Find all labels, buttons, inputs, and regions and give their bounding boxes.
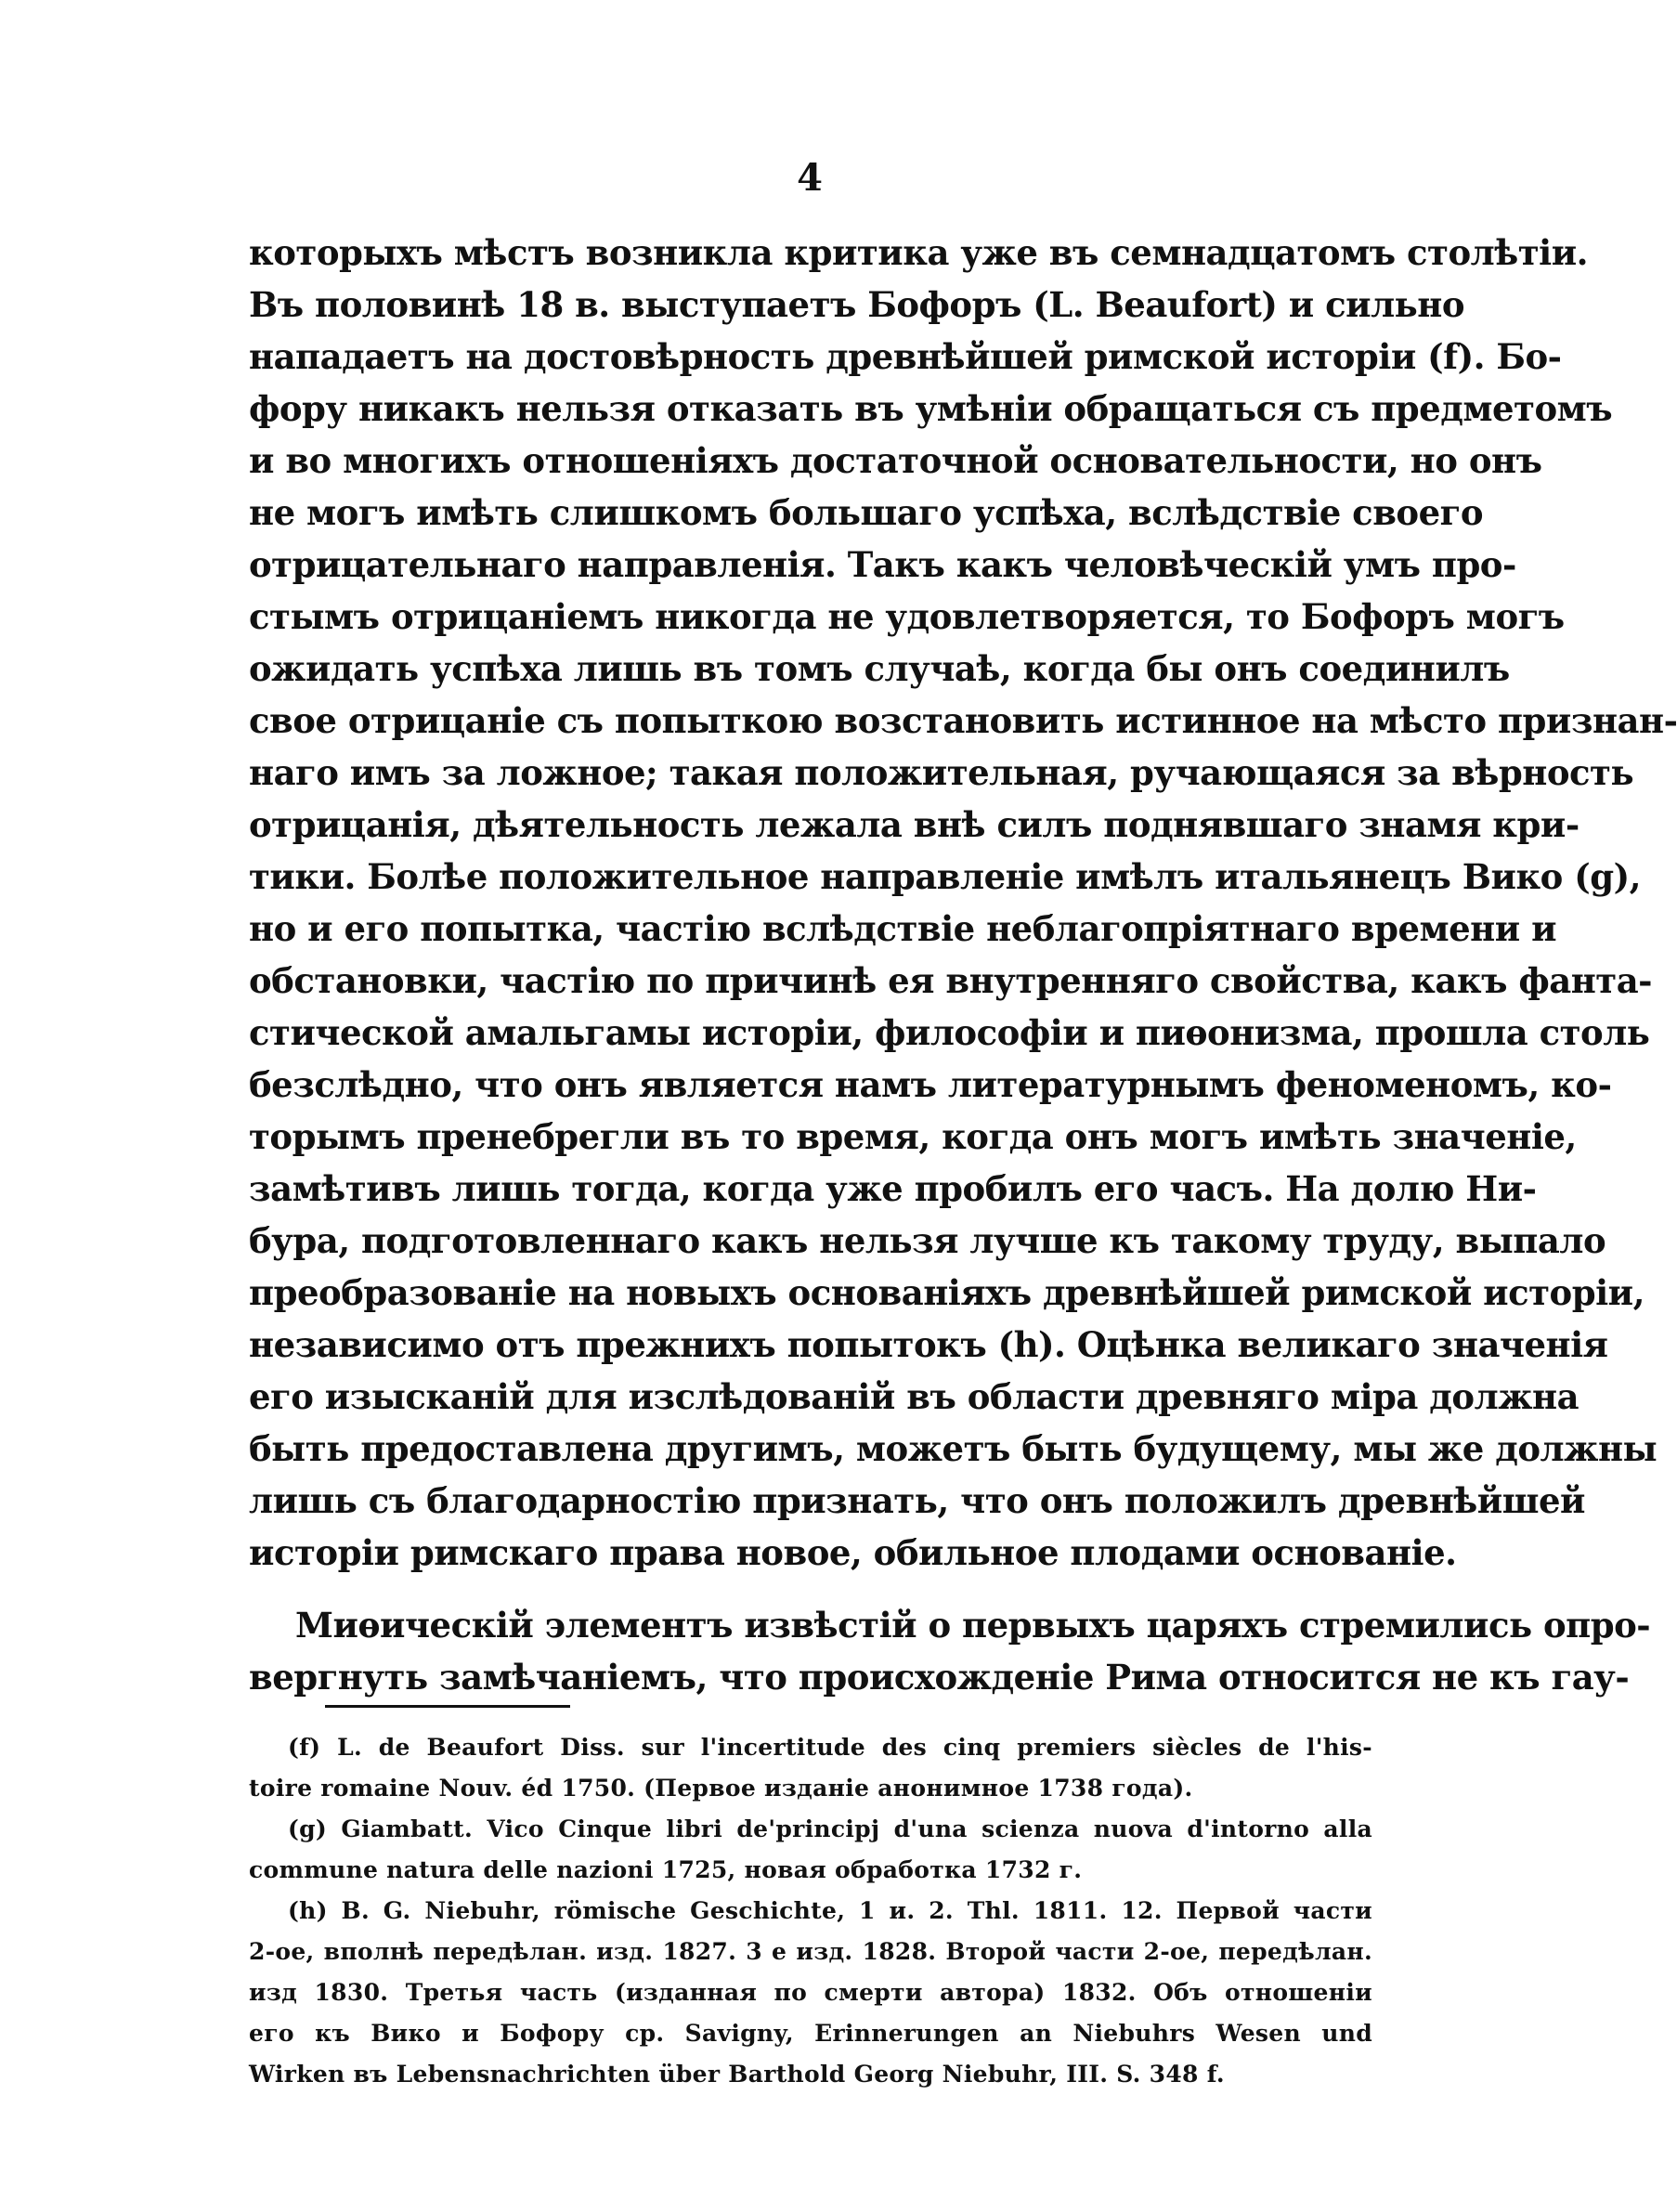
footnote-line: (g) Giambatt. Vico Cinque libri de'principj d'una scienza nuova d'intorno alla [288, 1815, 1372, 1842]
text-line: независимо отъ прежнихъ попытокъ (h). Оцѣнка великаго значенія [249, 1324, 1608, 1365]
footnote-g [249, 1809, 1372, 1891]
text-line: Въ половинѣ 18 в. выступаетъ Бофоръ (L. Beaufort) и сильно [249, 284, 1465, 325]
text-line: безслѣдно, что онъ является намъ литературнымъ феноменомъ, ко- [249, 1064, 1612, 1105]
footnote-line: (h) B. G. Niebuhr, römische Geschichte, 1 и. 2. Thl. 1811. 12. Первой части [288, 1897, 1372, 1924]
text-line: торымъ пренебрегли въ то время, когда онъ могъ имѣть значеніе, [249, 1116, 1577, 1157]
paragraph [249, 1599, 1651, 1703]
footnotes [249, 1727, 1372, 2095]
main-text [249, 227, 1677, 1703]
footnote-line: (f) L. de Beaufort Diss. sur l'incertitude des cinq premiers siècles de l'his- [288, 1734, 1372, 1761]
footnote-f [249, 1727, 1372, 1809]
text-line: вергнуть замѣчаніемъ, что происхожденіе Рима относится не къ гау- [249, 1657, 1630, 1698]
paragraph [249, 227, 1677, 1579]
text-line: замѣтивъ лишь тогда, когда уже пробилъ его часъ. На долю Ни- [249, 1168, 1537, 1209]
text-line: преобразованіе на новыхъ основаніяхъ древнѣйшей римской исторіи, [249, 1272, 1644, 1313]
text-line: отрицанія, дѣятельность лежала внѣ силъ поднявшаго знамя кри- [249, 804, 1580, 845]
text-line: бура, подготовленнаго какъ нельзя лучше къ такому труду, выпало [249, 1220, 1606, 1261]
text-line: обстановки, частію по причинѣ ея внутренняго свойства, какъ фанта- [249, 960, 1653, 1001]
text-line: нападаетъ на достовѣрность древнѣйшей римской исторіи (f). Бо- [249, 336, 1562, 377]
text-line: наго имъ за ложное; такая положительная, ручающаяся за вѣрность [249, 752, 1634, 793]
footnote-line: его къ Вико и Бофору ср. Savigny, Erinnerungen an Niebuhrs Wesen und [249, 2020, 1372, 2047]
text-line: стымъ отрицаніемъ никогда не удовлетворяется, то Бофоръ могъ [249, 596, 1565, 637]
text-line: стической амальгамы исторіи, философіи и пиѳонизма, прошла столь [249, 1012, 1650, 1053]
text-line: лишь съ благодарностію признать, что онъ положилъ древнѣйшей [249, 1480, 1585, 1521]
text-line: но и его попытка, частію вслѣдствіе неблагопріятнаго времени и [249, 908, 1557, 949]
paragraph-gap [249, 1579, 1372, 1599]
footnote-line: commune natura delle nazioni 1725, новая обработка 1732 г. [249, 1856, 1083, 1883]
text-line: которыхъ мѣстъ возникла критика уже въ семнадцатомъ столѣтіи. [249, 232, 1589, 273]
text-line: свое отрицаніе съ попыткою возстановить истинное на мѣсто признан- [249, 700, 1677, 741]
text-line: фору никакъ нельзя отказать въ умѣніи обращаться съ предметомъ [249, 388, 1613, 429]
footnote-h [249, 1891, 1372, 2095]
text-line: исторіи римскаго права новое, обильное плодами основаніе. [249, 1532, 1457, 1573]
footnote-line: изд 1830. Третья часть (изданная по смерти автора) 1832. Объ отношеніи [249, 1979, 1372, 2006]
text-line: быть предоставлена другимъ, можетъ быть будущему, мы же должны [249, 1428, 1658, 1469]
page-number: 4 [797, 156, 823, 200]
footnote-separator [325, 1705, 570, 1708]
footnote-line: toire romaine Nouv. éd 1750. (Первое изданіе анонимное 1738 года). [249, 1775, 1193, 1802]
text-line: тики. Болѣе положительное направленіе имѣлъ итальянецъ Вико (g), [249, 856, 1641, 897]
text-line: не могъ имѣть слишкомъ большаго успѣха, вслѣдствіе своего [249, 492, 1483, 533]
footnote-line: 2-ое, вполнѣ передѣлан. изд. 1827. 3 е изд. 1828. Второй части 2-ое, передѣлан. [249, 1938, 1372, 1965]
text-line: отрицательнаго направленія. Такъ какъ человѣческій умъ про- [249, 544, 1516, 585]
text-line: и во многихъ отношеніяхъ достаточной основательности, но онъ [249, 440, 1542, 481]
text-line: его изысканій для изслѣдованій въ области древняго міра должна [249, 1376, 1580, 1417]
text-line: ожидать успѣха лишь въ томъ случаѣ, когда бы онъ соединилъ [249, 648, 1510, 689]
text-line: Миѳическій элементъ извѣстій о первыхъ царяхъ стремились опро- [295, 1605, 1651, 1646]
footnote-line: Wirken въ Lebensnachrichten über Barthold Georg Niebuhr, III. S. 348 f. [249, 2061, 1225, 2088]
